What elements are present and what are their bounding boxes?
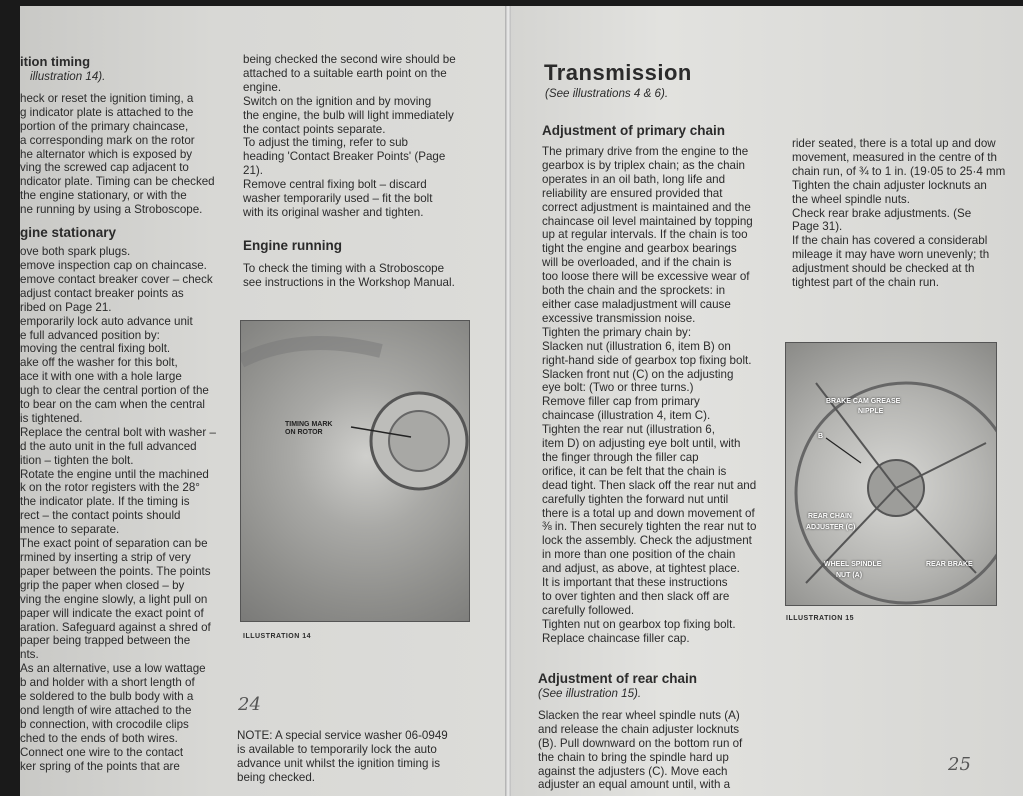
text-line: with its original washer and tighten. [243, 205, 424, 219]
text-line: Check rear brake adjustments. (Se [792, 206, 972, 220]
text-line: lock the assembly. Check the adjustment [542, 534, 752, 548]
right-column-1 [542, 123, 772, 646]
text-line: k on the rotor registers with the 28° [20, 481, 200, 495]
text-line: rect – the contact points should [20, 509, 181, 523]
text-line: reliability are ensured provided that [542, 186, 723, 200]
text-line: dead tight. Then slack off the rear nut and [542, 478, 757, 492]
text-line: 21). [243, 164, 263, 178]
rear-chain-continued-text [792, 137, 1014, 290]
text-line: carefully tighten the forward nut until [542, 492, 729, 506]
page-title-subheading: (See illustrations 4 & 6). [545, 87, 669, 100]
text-line: nts. [20, 648, 39, 662]
text-line: Connect one wire to the contact [20, 745, 184, 759]
timing-mark-label-line2: ON ROTOR [285, 429, 323, 436]
text-line: chain run, of ¾ to 1 in. (19·05 to 25·4 mm [792, 164, 1006, 178]
text-line: the finger through the filler cap [542, 450, 699, 464]
text-line: d the auto unit in the full advanced [20, 439, 197, 453]
timing-mark-label-line1: TIMING MARK [285, 421, 333, 428]
text-line: The exact point of separation can be [20, 537, 208, 551]
page-fold [505, 6, 511, 796]
text-line: being checked the second wire should be [243, 53, 456, 66]
text-line: the indicator plate. If the timing is [20, 495, 190, 509]
note-text [237, 729, 469, 785]
text-line: either case maladjustment will cause [542, 297, 731, 311]
text-line: Remove central fixing bolt – discard [243, 178, 427, 192]
text-line: item D) on adjusting eye bolt until, with [542, 437, 741, 451]
text-line: ugh to clear the central portion of the [20, 384, 209, 398]
text-line: orifice, it can be felt that the chain is [542, 464, 727, 478]
text-line: portion of the primary chaincase, [20, 119, 189, 133]
section-heading-ignition-timing: ition timing [20, 54, 91, 69]
text-line: adjuster an equal amount until, with a [538, 778, 731, 792]
text-line: b connection, with crocodile clips [20, 717, 189, 731]
illustration-15-label: REAR CHAIN [808, 513, 852, 520]
text-line: movement, measured in the centre of th [792, 150, 997, 164]
text-line: ne running by using a Stroboscope. [20, 203, 203, 217]
page-number-24: 24 [238, 694, 261, 715]
illustration-15-label: REAR BRAKE [926, 561, 973, 568]
timing-continued-text [243, 53, 473, 220]
text-line: the wheel spindle nuts. [792, 192, 910, 206]
text-line: eye bolt: (Two or three turns.) [542, 381, 694, 395]
engine-running-text [243, 262, 473, 290]
text-line: If the chain has covered a considerabl [792, 234, 988, 248]
text-line: Switch on the ignition and by moving [243, 94, 432, 108]
text-line: paper between the points. The points [20, 564, 211, 578]
illustration-15-photo [785, 342, 997, 606]
text-line: engine. [243, 80, 282, 94]
text-line: there is a total up and down movement of [542, 506, 755, 520]
text-line: will be overloaded, and if the chain is [542, 256, 732, 270]
text-line: ndicator plate. Timing can be checked [20, 175, 215, 189]
text-line: being checked. [237, 770, 315, 784]
section-subheading: illustration 14). [30, 70, 106, 83]
text-line: grip the paper when closed – by [20, 578, 185, 592]
text-line: Replace chaincase filler cap. [542, 631, 690, 645]
text-line: carefully followed. [542, 603, 635, 617]
text-line: correct adjustment is maintained and the [542, 200, 751, 214]
text-line: ched to the ends of both wires. [20, 731, 178, 745]
text-line: NOTE: A special service washer 06-0949 [237, 729, 448, 742]
illustration-15-label: B [818, 433, 824, 440]
text-line: right-hand side of gearbox top fixing bolt. [542, 353, 752, 367]
text-line: paper being trapped between the [20, 634, 191, 648]
text-line: As an alternative, use a low wattage [20, 662, 206, 676]
text-line: Tighten nut on gearbox top fixing bolt. [542, 617, 736, 631]
right-column-1-rear [538, 671, 770, 792]
text-line: Page 31). [792, 220, 843, 234]
text-line: is available to temporarily lock the auto [237, 742, 437, 756]
text-line: against the adjusters (C). Move each [538, 764, 728, 778]
text-line: washer temporarily used – fit the bolt [243, 192, 433, 206]
text-line: To adjust the timing, refer to sub [243, 136, 408, 150]
text-line: operates in an oil bath, long life and [542, 172, 726, 186]
text-line: It is important that these instructions [542, 576, 728, 590]
text-line: adjustment should be checked at th [792, 262, 975, 276]
text-line: chaincase (illustration 4, item C). [542, 409, 711, 423]
text-line: the chain to bring the spindle hard up [538, 750, 729, 764]
left-column-2 [243, 53, 473, 290]
illustration-15-label: NUT (A) [836, 572, 863, 579]
text-line: ker spring of the points that are [20, 759, 180, 773]
text-line: in more than one position of the chain [542, 548, 736, 562]
text-line: ving the screwed cap adjacent to [20, 161, 189, 175]
primary-chain-steps [542, 326, 772, 646]
text-line: Tighten the chain adjuster locknuts an [792, 178, 987, 192]
text-line: the contact points separate. [243, 122, 386, 136]
text-line: ving the engine slowly, a light pull on [20, 592, 208, 606]
engine-stationary-text [20, 245, 220, 773]
left-column-1 [20, 54, 220, 774]
text-line: to bear on the cam when the central [20, 398, 205, 412]
text-line: e full advanced position by: [20, 328, 160, 342]
text-line: e soldered to the bulb body with a [20, 690, 194, 704]
illustration-15-label: WHEEL SPINDLE [824, 561, 882, 568]
text-line: to over tighten and then slack off are [542, 590, 730, 603]
text-line: he alternator which is exposed by [20, 147, 193, 161]
text-line: Rotate the engine until the machined [20, 467, 209, 481]
illustration-14-caption: ILLUSTRATION 14 [243, 633, 312, 640]
text-line: Slacken the rear wheel spindle nuts (A) [538, 708, 740, 722]
text-line: a corresponding mark on the rotor [20, 133, 195, 147]
text-line: Tighten the primary chain by: [542, 325, 692, 339]
text-line: heck or reset the ignition timing, a [20, 91, 194, 105]
text-line: (B). Pull downward on the bottom run of [538, 736, 743, 750]
timing-mark-label [285, 421, 332, 437]
illustration-14-photo [240, 320, 470, 622]
primary-chain-text [542, 145, 772, 326]
text-line: emove contact breaker cover – check [20, 272, 213, 286]
ignition-timing-text [20, 92, 220, 217]
text-line: both the chain and the sprockets: in [542, 284, 726, 298]
text-line: and release the chain adjuster locknuts [538, 722, 740, 736]
text-line: Slacken front nut (C) on the adjusting [542, 367, 734, 381]
text-line: paper will indicate the exact point of [20, 606, 204, 620]
text-line: ace it with one with a hole large [20, 370, 182, 384]
page-number-25: 25 [948, 754, 971, 775]
right-column-2 [792, 137, 1014, 290]
section-heading-engine-stationary: gine stationary [20, 225, 117, 241]
illustration-15-caption: ILLUSTRATION 15 [786, 615, 855, 622]
section-heading-engine-running: Engine running [243, 237, 342, 253]
illustration-15-label: NIPPLE [858, 408, 884, 415]
text-line: see instructions in the Workshop Manual. [243, 275, 455, 289]
text-line: Remove filler cap from primary [542, 395, 700, 409]
text-line: adjust contact breaker points as [20, 286, 184, 300]
text-line: rider seated, there is a total up and dow [792, 137, 996, 150]
text-line: emporarily lock auto advance unit [20, 314, 193, 328]
rear-chain-subheading: (See illustration 15). [538, 687, 642, 700]
text-line: attached to a suitable earth point on the [243, 66, 447, 80]
text-line: and adjust, as above, at tightest place. [542, 562, 740, 576]
text-line: ake off the washer for this bolt, [20, 356, 178, 370]
section-heading-primary-chain: Adjustment of primary chain [542, 123, 726, 138]
text-line: To check the timing with a Stroboscope [243, 261, 445, 275]
rotor-graphic [241, 321, 469, 621]
text-line: is tightened. [20, 411, 83, 425]
text-line: g indicator plate is attached to the [20, 105, 194, 119]
text-line: rmined by inserting a strip of very [20, 551, 191, 564]
text-line: excessive transmission noise. [542, 311, 696, 325]
text-line: chaincase oil level maintained by topping [542, 214, 753, 228]
text-line: ⅜ in. Then securely tighten the rear nut to [542, 520, 757, 534]
text-line: advance unit whilst the ignition timing is [237, 756, 440, 770]
text-line: Slacken nut (illustration 6, item B) on [542, 339, 731, 353]
page-title-transmission: Transmission [544, 60, 692, 85]
text-line: The primary drive from the engine to the [542, 145, 749, 158]
section-heading-rear-chain: Adjustment of rear chain [538, 671, 698, 686]
text-line: the engine, the bulb will light immediately [243, 108, 454, 122]
text-line: b and holder with a short length of [20, 676, 195, 690]
text-line: mence to separate. [20, 523, 120, 537]
text-line: tightest part of the chain run. [792, 276, 939, 290]
illustration-15-label: ADJUSTER (C) [806, 524, 856, 531]
rear-chain-text [538, 709, 770, 792]
text-line: Tighten the rear nut (illustration 6, [542, 423, 715, 437]
text-line: gearbox is by triplex chain; as the chain [542, 158, 746, 172]
text-line: ition – tighten the bolt. [20, 453, 134, 467]
text-line: up at regular intervals. If the chain is too [542, 228, 748, 242]
text-line: tight the engine and gearbox bearings [542, 242, 737, 256]
text-line: the engine stationary, or with the [20, 189, 187, 203]
text-line: ribed on Page 21. [20, 300, 112, 314]
text-line: aration. Safeguard against a shred of [20, 620, 211, 634]
text-line: Replace the central bolt with washer – [20, 425, 216, 439]
text-line: moving the central fixing bolt. [20, 342, 171, 356]
text-line: mileage it may have worn unevenly; th [792, 248, 990, 262]
text-line: ove both spark plugs. [20, 245, 131, 259]
text-line: ond length of wire attached to the [20, 703, 192, 717]
text-line: emove inspection cap on chaincase. [20, 258, 207, 272]
text-line: too loose there will be excessive wear of [542, 270, 750, 284]
illustration-15-label: BRAKE CAM GREASE [826, 398, 901, 405]
text-line: heading 'Contact Breaker Points' (Page [243, 150, 446, 164]
